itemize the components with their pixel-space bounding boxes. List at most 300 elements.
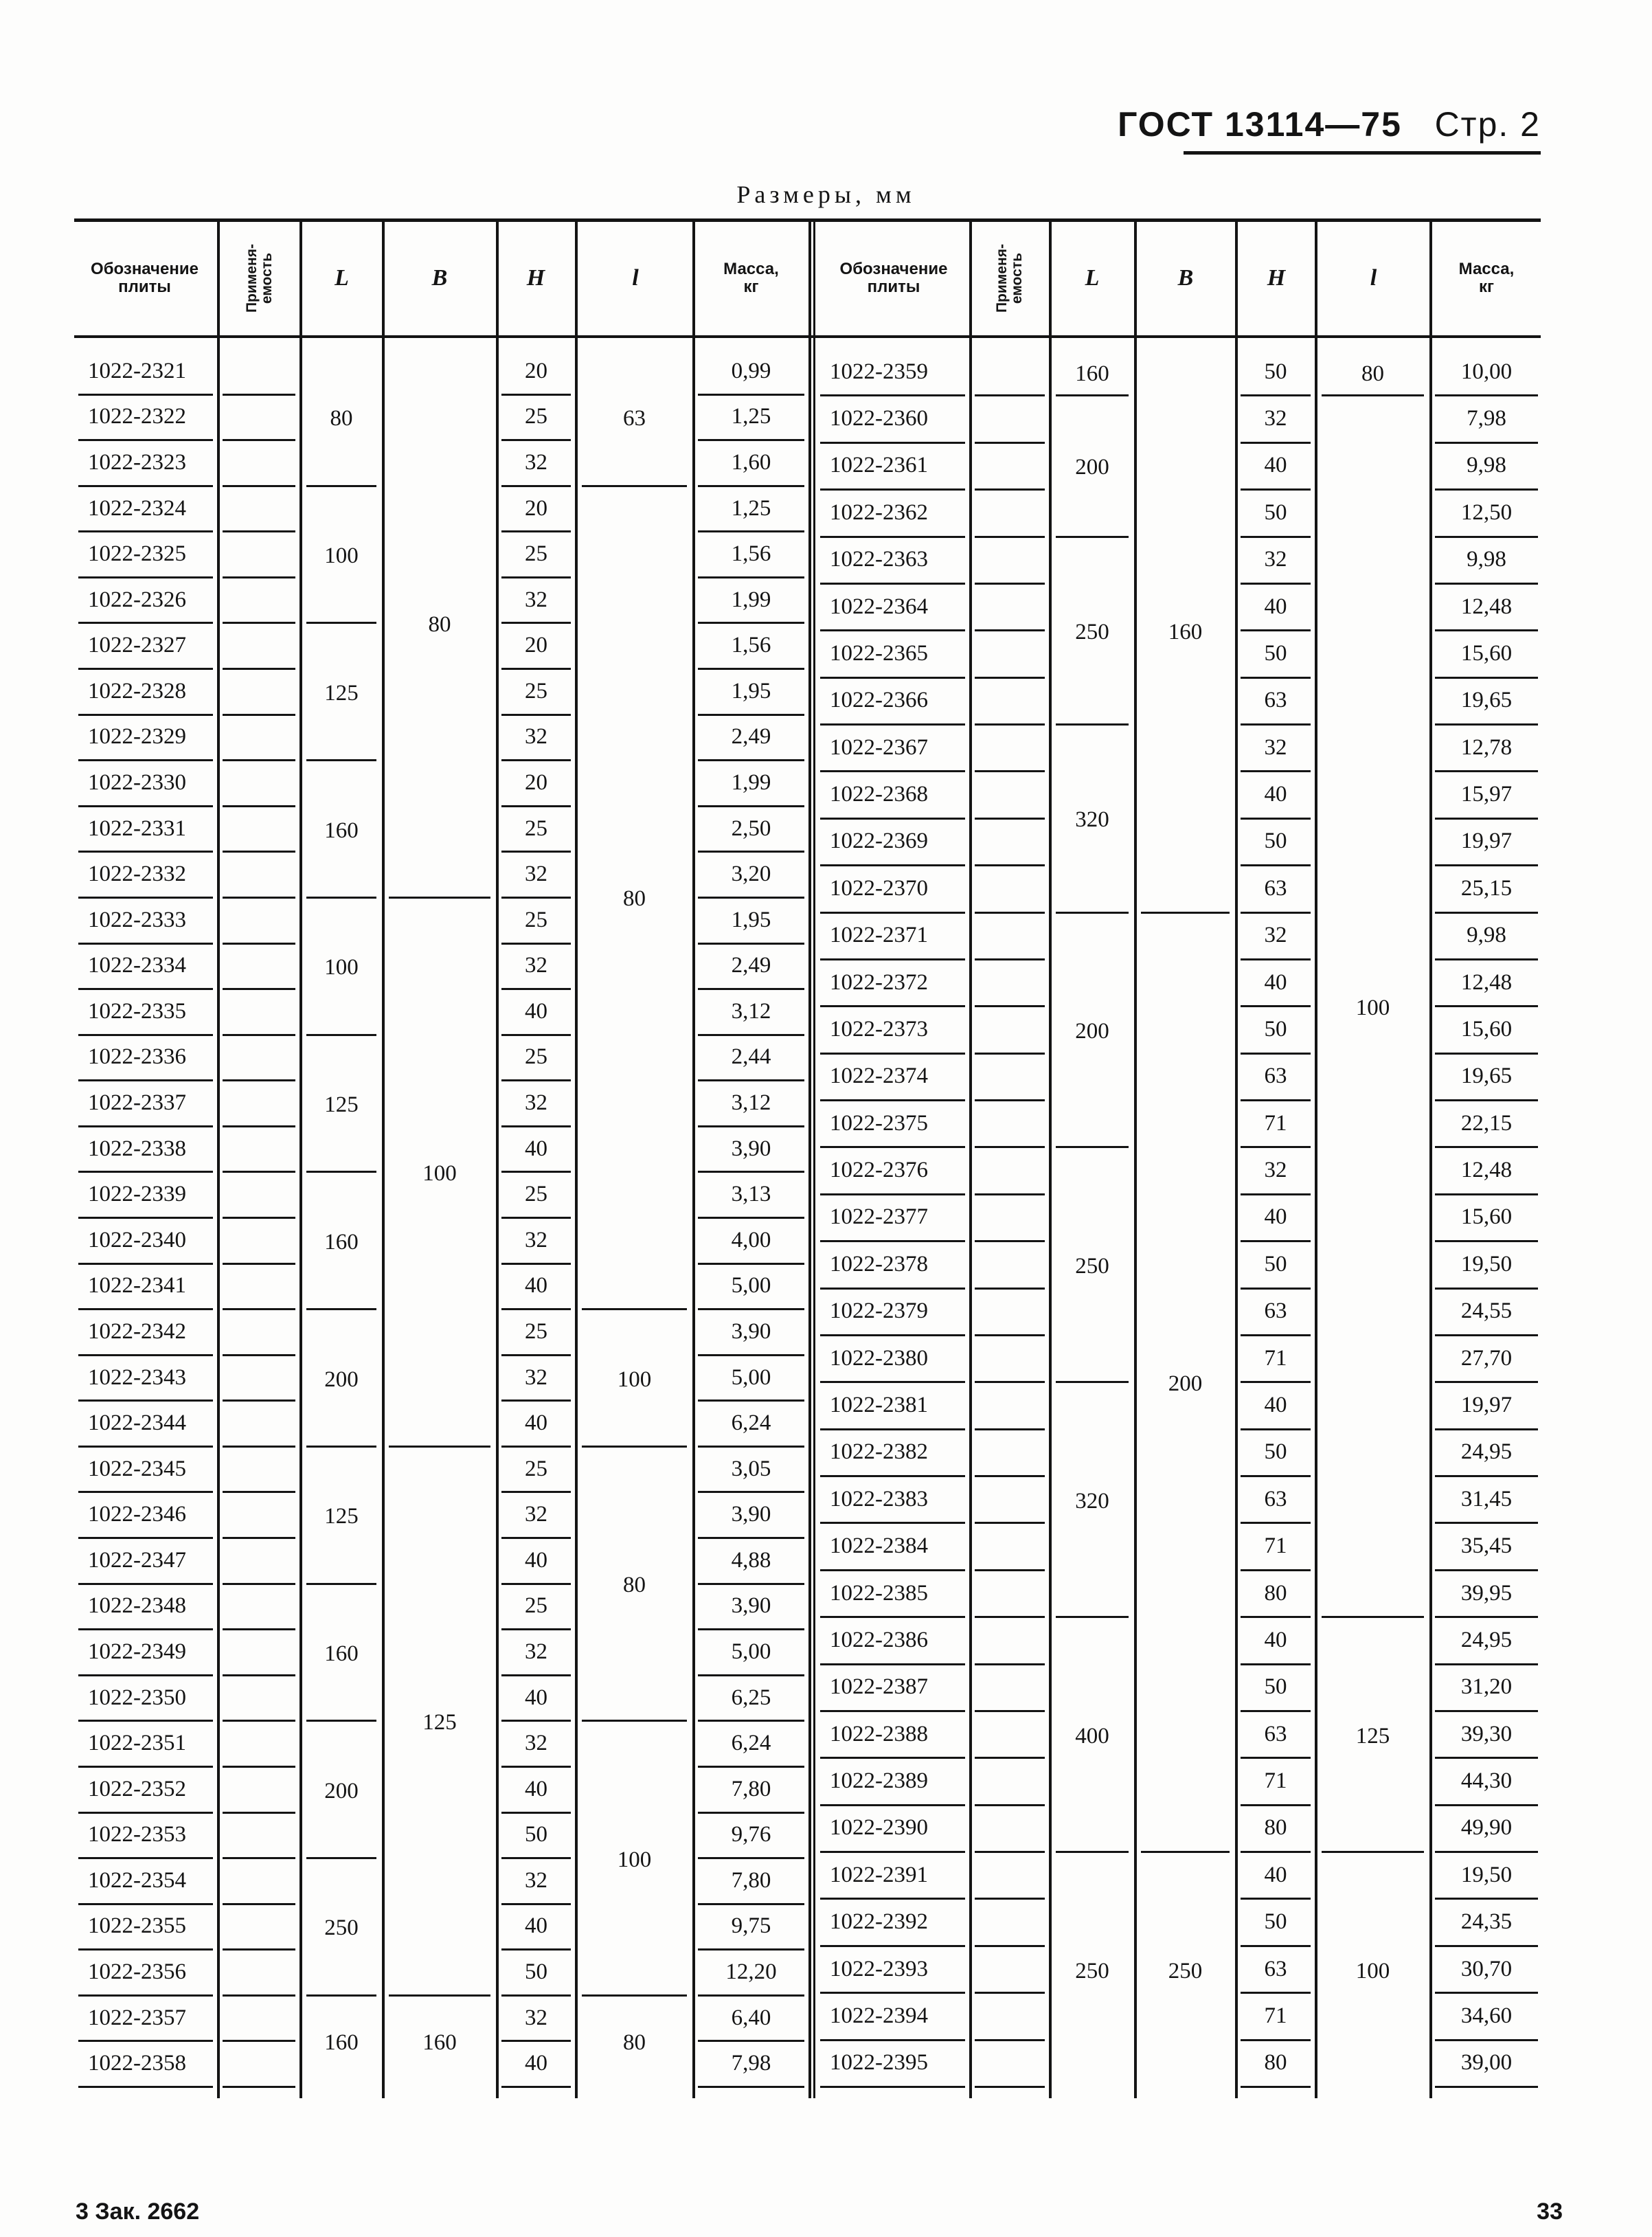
left-l-group-cell: 63 [623, 406, 646, 431]
right-designation-cell: 1022-2369 [830, 829, 928, 854]
row-rule [1435, 1288, 1538, 1290]
row-rule [501, 2086, 571, 2088]
left-mass-cell: 2,49 [731, 953, 771, 978]
group-rule [1141, 912, 1230, 914]
row-rule [1241, 1146, 1311, 1148]
left-designation-cell: 1022-2357 [88, 2005, 186, 2030]
row-rule [820, 394, 965, 396]
row-rule [975, 1193, 1045, 1195]
left-mass-cell: 7,80 [731, 1776, 771, 1801]
row-rule [1241, 1053, 1311, 1055]
row-rule [78, 485, 213, 487]
left-mass-cell: 9,76 [731, 1822, 771, 1847]
left-H-cell: 32 [525, 1731, 547, 1756]
row-rule [698, 668, 804, 670]
row-rule [1435, 1381, 1538, 1383]
row-rule [223, 1812, 295, 1814]
row-rule [698, 851, 804, 853]
left-designation-cell: 1022-2339 [88, 1182, 186, 1207]
row-rule [1241, 629, 1311, 631]
right-header-H: H [1267, 265, 1286, 291]
left-header-l: l [632, 265, 639, 291]
right-H-cell: 71 [1264, 1768, 1287, 1794]
left-H-cell: 25 [525, 1456, 547, 1481]
row-rule [1435, 1475, 1538, 1477]
right-designation-cell: 1022-2370 [830, 875, 928, 901]
group-rule [389, 1446, 490, 1448]
row-rule [1435, 1616, 1538, 1618]
row-rule [501, 1948, 571, 1951]
right-H-cell: 40 [1264, 1393, 1287, 1417]
right-header-L: L [1085, 265, 1100, 291]
row-rule [501, 1171, 571, 1173]
row-rule [501, 1857, 571, 1859]
right-L-group-cell: 400 [1075, 1723, 1109, 1749]
row-rule [1241, 536, 1311, 538]
row-rule [975, 1146, 1045, 1148]
row-rule [223, 1537, 295, 1539]
row-rule [223, 622, 295, 624]
right-mass-cell: 39,95 [1460, 1580, 1513, 1606]
right-H-cell: 80 [1264, 1580, 1287, 1606]
right-header-mass: Масса, кг [1458, 259, 1515, 296]
row-rule [698, 1674, 804, 1676]
right-H-cell: 63 [1264, 1486, 1287, 1511]
left-H-cell: 40 [525, 1776, 547, 1801]
row-rule [501, 530, 571, 532]
row-rule [78, 1537, 213, 1539]
left-header-mass: Масса, кг [723, 259, 779, 296]
row-rule [501, 805, 571, 807]
right-designation-cell: 1022-2377 [830, 1204, 928, 1230]
row-rule [820, 1005, 965, 1007]
row-rule [78, 2086, 213, 2088]
row-rule [1435, 1992, 1538, 1994]
row-rule [975, 912, 1045, 914]
row-rule [975, 1898, 1045, 1900]
right-mass-cell: 12,48 [1460, 594, 1513, 619]
row-rule [698, 1812, 804, 1814]
row-rule [78, 1948, 213, 1951]
right-L-group-cell: 200 [1075, 1018, 1109, 1044]
right-H-cell: 63 [1264, 1956, 1287, 1981]
row-rule [1435, 1851, 1538, 1853]
left-H-cell: 40 [525, 1410, 547, 1436]
left-header-L: L [335, 265, 349, 291]
header-rule [1184, 151, 1541, 155]
row-rule [1241, 1945, 1311, 1947]
right-H-cell: 80 [1264, 1815, 1287, 1841]
left-L-group-cell: 100 [324, 543, 359, 569]
left-mass-cell: 5,00 [731, 1639, 771, 1664]
column-divider [969, 221, 972, 2098]
left-designation-cell: 1022-2347 [88, 1547, 186, 1573]
left-mass-cell: 6,25 [731, 1685, 771, 1710]
row-rule [975, 1475, 1045, 1477]
right-B-group-cell: 160 [1168, 619, 1203, 644]
right-mass-cell: 15,60 [1460, 1016, 1513, 1042]
right-designation-cell: 1022-2364 [830, 594, 928, 619]
left-L-group-cell: 160 [324, 1641, 359, 1666]
group-rule [306, 1994, 376, 1997]
row-rule [501, 1079, 571, 1081]
left-H-cell: 32 [525, 953, 547, 978]
row-rule [78, 1674, 213, 1676]
row-rule [78, 988, 213, 990]
left-mass-cell: 3,90 [731, 1136, 771, 1161]
row-rule [1435, 2039, 1538, 2041]
row-rule [78, 897, 213, 899]
group-rule [1056, 394, 1129, 396]
right-designation-cell: 1022-2388 [830, 1721, 928, 1746]
group-rule [306, 1308, 376, 1310]
right-header-applicability-text: Применя- емость [993, 244, 1025, 313]
row-rule [1435, 2086, 1538, 2088]
row-rule [78, 2040, 213, 2042]
left-designation-cell: 1022-2325 [88, 541, 186, 567]
halves-double-divider [813, 221, 815, 2098]
row-rule [1241, 1193, 1311, 1195]
left-mass-cell: 6,40 [731, 2005, 771, 2030]
row-rule [223, 805, 295, 807]
row-rule [223, 439, 295, 441]
row-rule [820, 488, 965, 491]
right-H-cell: 40 [1264, 1862, 1287, 1887]
page-header [1118, 104, 1541, 144]
row-rule [501, 988, 571, 990]
row-rule [975, 1663, 1045, 1665]
row-rule [698, 485, 804, 487]
right-L-group-cell: 320 [1075, 807, 1109, 833]
row-rule [698, 805, 804, 807]
row-rule [78, 530, 213, 532]
row-rule [223, 1766, 295, 1768]
row-rule [501, 1766, 571, 1768]
row-rule [78, 576, 213, 578]
row-rule [820, 1334, 965, 1336]
right-designation-cell: 1022-2368 [830, 782, 928, 807]
left-mass-cell: 1,56 [731, 541, 771, 567]
row-rule [698, 1354, 804, 1356]
row-rule [1435, 1053, 1538, 1055]
right-H-cell: 50 [1264, 499, 1287, 525]
row-rule [223, 1263, 295, 1265]
row-rule [501, 1537, 571, 1539]
row-rule [1435, 723, 1538, 726]
right-H-cell: 32 [1264, 547, 1287, 572]
right-H-cell: 50 [1264, 1016, 1287, 1042]
row-rule [698, 897, 804, 899]
row-rule [223, 988, 295, 990]
left-designation-cell: 1022-2336 [88, 1044, 186, 1070]
row-rule [820, 1757, 965, 1759]
row-rule [975, 1099, 1045, 1101]
row-rule [698, 1079, 804, 1081]
right-designation-cell: 1022-2375 [830, 1110, 928, 1136]
right-designation-cell: 1022-2378 [830, 1251, 928, 1277]
row-rule [501, 439, 571, 441]
right-H-cell: 50 [1264, 1439, 1287, 1465]
left-designation-cell: 1022-2354 [88, 1867, 186, 1893]
row-rule [975, 1428, 1045, 1430]
row-rule [1241, 1616, 1311, 1618]
row-rule [78, 1628, 213, 1630]
left-H-cell: 50 [525, 1822, 547, 1847]
row-rule [698, 1308, 804, 1310]
row-rule [820, 864, 965, 866]
row-rule [501, 1491, 571, 1493]
row-rule [223, 851, 295, 853]
left-mass-cell: 1,56 [731, 633, 771, 658]
right-designation-cell: 1022-2392 [830, 1909, 928, 1935]
left-mass-cell: 7,80 [731, 1867, 771, 1893]
row-rule [820, 723, 965, 726]
left-designation-cell: 1022-2345 [88, 1456, 186, 1481]
right-mass-cell: 19,65 [1460, 688, 1513, 713]
row-rule [698, 1034, 804, 1036]
row-rule [820, 629, 965, 631]
row-rule [698, 622, 804, 624]
left-designation-cell: 1022-2324 [88, 495, 186, 521]
row-rule [698, 1491, 804, 1493]
row-rule [820, 2039, 965, 2041]
right-designation-cell: 1022-2373 [830, 1016, 928, 1042]
row-rule [820, 1240, 965, 1242]
left-header-H: H [526, 265, 545, 291]
row-rule [820, 1053, 965, 1055]
left-designation-cell: 1022-2323 [88, 449, 186, 475]
left-designation-cell: 1022-2327 [88, 633, 186, 658]
row-rule [78, 759, 213, 761]
row-rule [501, 394, 571, 396]
row-rule [975, 770, 1045, 772]
left-header-applicability-text: Применя- емость [243, 244, 275, 313]
column-divider [217, 221, 220, 2098]
right-mass-cell: 9,98 [1467, 453, 1506, 478]
row-rule [501, 1217, 571, 1219]
left-designation-cell: 1022-2340 [88, 1227, 186, 1252]
row-rule [1241, 1240, 1311, 1242]
row-rule [501, 622, 571, 624]
row-rule [975, 1288, 1045, 1290]
row-rule [1241, 2086, 1311, 2088]
left-mass-cell: 4,00 [731, 1227, 771, 1252]
left-designation-cell: 1022-2334 [88, 953, 186, 978]
right-H-cell: 40 [1264, 969, 1287, 995]
right-mass-cell: 30,70 [1460, 1956, 1513, 1981]
row-rule [78, 1857, 213, 1859]
row-rule [78, 943, 213, 945]
table-units-caption: Размеры, мм [736, 181, 916, 208]
right-H-cell: 40 [1264, 1204, 1287, 1230]
left-H-cell: 32 [525, 2005, 547, 2030]
right-H-cell: 71 [1264, 2003, 1287, 2028]
left-designation-cell: 1022-2332 [88, 862, 186, 887]
left-H-cell: 25 [525, 816, 547, 841]
right-l-group-cell: 80 [1361, 361, 1384, 386]
group-rule [1056, 1616, 1129, 1618]
row-rule [223, 1446, 295, 1448]
left-H-cell: 32 [525, 1090, 547, 1116]
row-rule [820, 1428, 965, 1430]
left-L-group-cell: 160 [324, 2030, 359, 2055]
left-H-cell: 32 [525, 1364, 547, 1390]
row-rule [501, 668, 571, 670]
right-mass-cell: 19,50 [1460, 1862, 1513, 1887]
left-mass-cell: 3,12 [731, 998, 771, 1024]
right-H-cell: 50 [1264, 1909, 1287, 1935]
row-rule [820, 1992, 965, 1994]
row-rule [698, 1766, 804, 1768]
right-mass-cell: 12,48 [1460, 969, 1513, 995]
row-rule [1241, 1475, 1311, 1477]
right-mass-cell: 31,20 [1460, 1674, 1513, 1700]
right-mass-cell: 19,65 [1460, 1064, 1513, 1089]
right-header-applicability [971, 223, 1048, 334]
row-rule [975, 1381, 1045, 1383]
group-rule [1056, 1146, 1129, 1148]
row-rule [501, 1125, 571, 1127]
right-mass-cell: 9,98 [1467, 547, 1506, 572]
left-B-group-cell: 125 [422, 1709, 457, 1735]
row-rule [1241, 1381, 1311, 1383]
row-rule [78, 1354, 213, 1356]
left-L-group-cell: 100 [324, 955, 359, 980]
right-mass-cell: 39,30 [1460, 1721, 1513, 1746]
right-H-cell: 32 [1264, 406, 1287, 431]
row-rule [78, 1171, 213, 1173]
left-designation-cell: 1022-2337 [88, 1090, 186, 1116]
row-rule [1241, 1757, 1311, 1759]
left-mass-cell: 4,88 [731, 1547, 771, 1573]
group-rule [1141, 1851, 1230, 1853]
right-mass-cell: 49,90 [1460, 1815, 1513, 1841]
row-rule [78, 1217, 213, 1219]
left-mass-cell: 9,75 [731, 1913, 771, 1939]
row-rule [1435, 394, 1538, 396]
left-L-group-cell: 125 [324, 680, 359, 706]
right-designation-cell: 1022-2383 [830, 1486, 928, 1511]
row-rule [975, 1334, 1045, 1336]
row-rule [1435, 770, 1538, 772]
row-rule [78, 1812, 213, 1814]
right-header-l: l [1370, 265, 1377, 291]
left-H-cell: 40 [525, 1547, 547, 1573]
left-mass-cell: 7,98 [731, 2051, 771, 2076]
row-rule [501, 1308, 571, 1310]
left-designation-cell: 1022-2338 [88, 1136, 186, 1161]
left-H-cell: 32 [525, 587, 547, 612]
group-rule [306, 1446, 376, 1448]
row-rule [223, 1399, 295, 1402]
row-rule [1435, 442, 1538, 444]
row-rule [1435, 1146, 1538, 1148]
row-rule [501, 759, 571, 761]
row-rule [698, 1948, 804, 1951]
row-rule [1241, 1099, 1311, 1101]
left-L-group-cell: 125 [324, 1504, 359, 1529]
row-rule [820, 1663, 965, 1665]
left-H-cell: 25 [525, 678, 547, 704]
row-rule [223, 576, 295, 578]
left-H-cell: 25 [525, 1593, 547, 1619]
right-designation-cell: 1022-2395 [830, 2050, 928, 2076]
row-rule [501, 1263, 571, 1265]
group-rule [1056, 912, 1129, 914]
right-H-cell: 63 [1264, 875, 1287, 901]
row-rule [1241, 723, 1311, 726]
row-rule [820, 1851, 965, 1853]
left-H-cell: 40 [525, 2051, 547, 2076]
row-rule [1241, 1569, 1311, 1571]
column-divider [808, 221, 811, 2098]
group-rule [1322, 394, 1424, 396]
row-rule [223, 1034, 295, 1036]
left-l-group-cell: 100 [617, 1847, 652, 1872]
row-rule [1435, 1663, 1538, 1665]
right-H-cell: 32 [1264, 734, 1287, 760]
row-rule [698, 1583, 804, 1585]
left-H-cell: 32 [525, 1502, 547, 1527]
row-rule [1435, 629, 1538, 631]
right-mass-cell: 19,50 [1460, 1251, 1513, 1277]
row-rule [223, 1903, 295, 1905]
left-L-group-cell: 160 [324, 818, 359, 843]
row-rule [1435, 1945, 1538, 1947]
row-rule [1241, 394, 1311, 396]
left-H-cell: 40 [525, 998, 547, 1024]
row-rule [975, 1005, 1045, 1007]
left-L-group-cell: 200 [324, 1778, 359, 1803]
left-designation-cell: 1022-2342 [88, 1318, 186, 1344]
right-H-cell: 40 [1264, 1627, 1287, 1652]
right-H-cell: 32 [1264, 1158, 1287, 1183]
group-rule [582, 1720, 687, 1722]
row-rule [1435, 1522, 1538, 1524]
row-rule [1241, 958, 1311, 960]
left-H-cell: 25 [525, 404, 547, 429]
row-rule [501, 1720, 571, 1722]
row-rule [501, 1583, 571, 1585]
left-H-cell: 40 [525, 1273, 547, 1299]
left-mass-cell: 2,50 [731, 816, 771, 841]
row-rule [1435, 677, 1538, 679]
row-rule [223, 1125, 295, 1127]
right-mass-cell: 24,95 [1460, 1439, 1513, 1465]
left-H-cell: 20 [525, 769, 547, 795]
right-mass-cell: 12,50 [1460, 499, 1513, 525]
row-rule [820, 1288, 965, 1290]
row-rule [820, 1710, 965, 1712]
row-rule [1241, 1898, 1311, 1900]
row-rule [975, 1945, 1045, 1947]
left-H-cell: 32 [525, 862, 547, 887]
left-mass-cell: 2,44 [731, 1044, 771, 1070]
row-rule [1241, 864, 1311, 866]
row-rule [1435, 1757, 1538, 1759]
row-rule [501, 485, 571, 487]
right-H-cell: 63 [1264, 1299, 1287, 1324]
left-mass-cell: 3,12 [731, 1090, 771, 1116]
row-rule [1241, 1851, 1311, 1853]
row-rule [975, 1804, 1045, 1806]
row-rule [975, 1053, 1045, 1055]
row-rule [1435, 958, 1538, 960]
group-rule [306, 1171, 376, 1173]
row-rule [975, 864, 1045, 866]
row-rule [975, 2039, 1045, 2041]
row-rule [1435, 1193, 1538, 1195]
